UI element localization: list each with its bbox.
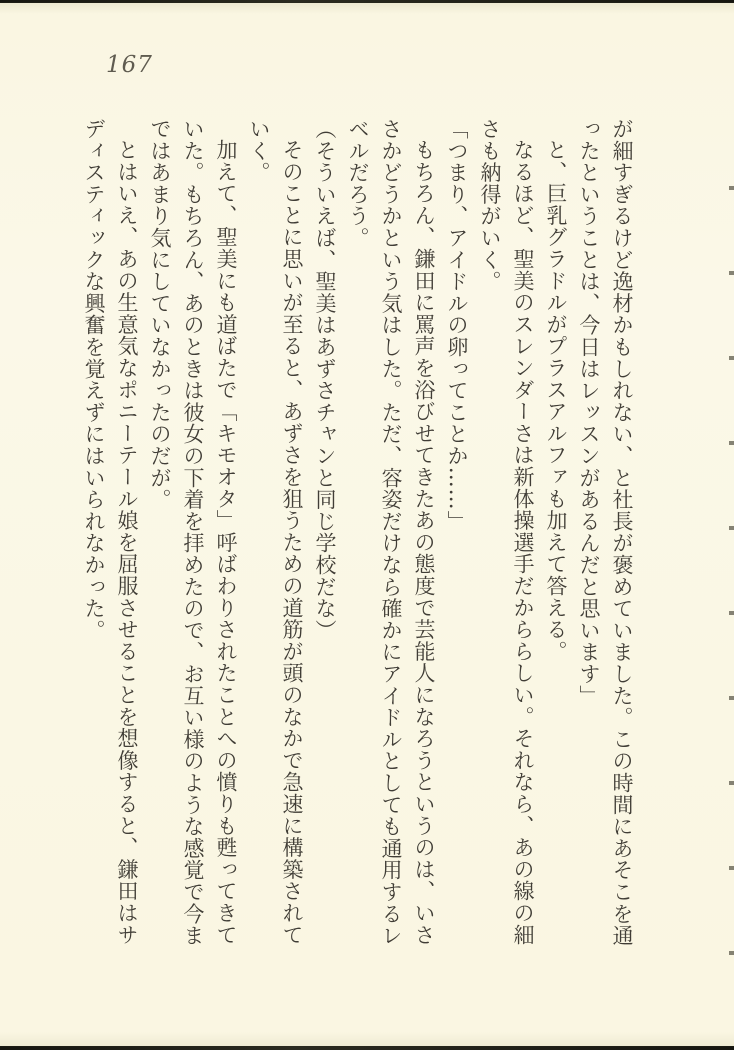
paragraph: そのことに思いが至ると、あずさを狙うための道筋が頭のなかで急速に構築されていく。 xyxy=(247,118,304,946)
paragraph: と、巨乳グラドルがプラスアルファも加えて答える。 xyxy=(544,139,568,663)
scan-edge-top xyxy=(0,0,734,3)
paragraph: （そういえば、聖美はあずさチャンと同じ学校だな） xyxy=(313,118,337,642)
paragraph: 「つまり、アイドルの卵ってことか……」 xyxy=(445,118,469,533)
paragraph: なるほど、聖美のスレンダーさは新体操選手だかららしい。それなら、あの線の細さも納得がいく。 xyxy=(478,118,535,946)
paragraph: が細すぎるけど逸材かもしれない、と社長が褒めていました。この時間にあそこを通ったということは、今日はレッスンがあるんだと思います」 xyxy=(577,118,634,947)
scan-binding-marks xyxy=(729,105,734,995)
paragraph: とはいえ、あの生意気なポニーテール娘を屈服させることを想像すると、鎌田はサディスティックな興奮を覚えずにはいられなかった。 xyxy=(82,118,139,946)
page-number: 167 xyxy=(106,52,153,78)
body-text xyxy=(77,118,638,954)
paragraph: 加えて、聖美にも道ばたで「キモオタ」呼ばわりされたことへの憤りも甦ってきていた。もちろん、あのときは彼女の下着を拝めたので、お互い様のような感覚で今まではあまり気にしていなかったのだが。 xyxy=(148,118,238,947)
paragraph: もちろん、鎌田に罵声を浴びせてきたあの態度で芸能人になろうというのは、いささかどうかという気はした。ただ、容姿だけなら確かにアイドルとしても通用するレベルだろう。 xyxy=(346,118,436,947)
scan-edge-bottom xyxy=(0,1046,734,1050)
